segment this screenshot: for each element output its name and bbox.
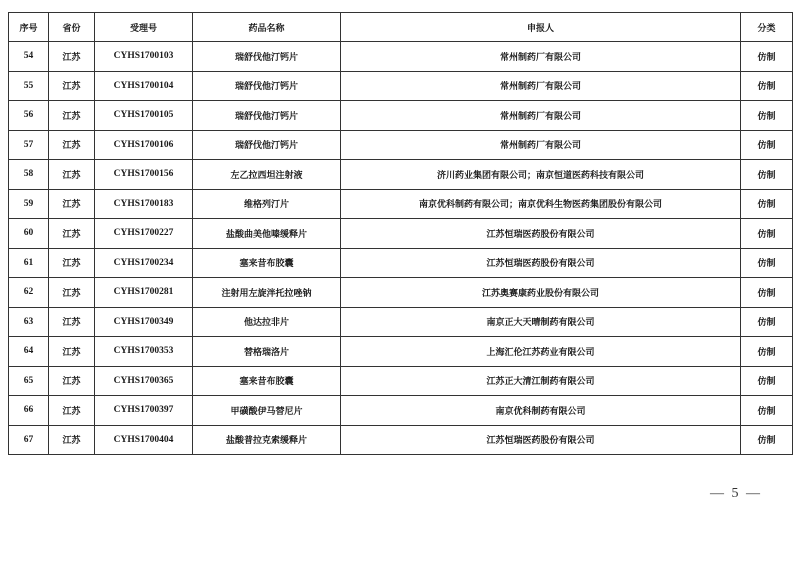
cell-province: 江苏 bbox=[49, 130, 95, 160]
cell-category: 仿制 bbox=[741, 189, 793, 219]
cell-acceptance-no: CYHS1700183 bbox=[95, 189, 193, 219]
cell-acceptance-no: CYHS1700105 bbox=[95, 101, 193, 131]
cell-applicant: 南京优科制药有限公司；南京优科生物医药集团股份有限公司 bbox=[341, 189, 741, 219]
cell-province: 江苏 bbox=[49, 425, 95, 455]
cell-acceptance-no: CYHS1700353 bbox=[95, 337, 193, 367]
cell-category: 仿制 bbox=[741, 101, 793, 131]
cell-category: 仿制 bbox=[741, 425, 793, 455]
header-serial: 序号 bbox=[9, 13, 49, 42]
cell-applicant: 常州制药厂有限公司 bbox=[341, 130, 741, 160]
cell-applicant: 南京正大天晴制药有限公司 bbox=[341, 307, 741, 337]
cell-applicant: 南京优科制药有限公司 bbox=[341, 396, 741, 426]
cell-category: 仿制 bbox=[741, 307, 793, 337]
cell-serial: 67 bbox=[9, 425, 49, 455]
cell-category: 仿制 bbox=[741, 248, 793, 278]
cell-acceptance-no: CYHS1700281 bbox=[95, 278, 193, 308]
header-applicant: 申报人 bbox=[341, 13, 741, 42]
cell-drug-name: 瑞舒伐他汀钙片 bbox=[193, 130, 341, 160]
cell-serial: 60 bbox=[9, 219, 49, 249]
cell-serial: 57 bbox=[9, 130, 49, 160]
table-row bbox=[9, 71, 793, 101]
cell-acceptance-no: CYHS1700349 bbox=[95, 307, 193, 337]
cell-acceptance-no: CYHS1700397 bbox=[95, 396, 193, 426]
cell-applicant: 常州制药厂有限公司 bbox=[341, 42, 741, 72]
table-row bbox=[9, 219, 793, 249]
table-row bbox=[9, 396, 793, 426]
cell-province: 江苏 bbox=[49, 307, 95, 337]
cell-applicant: 江苏奥赛康药业股份有限公司 bbox=[341, 278, 741, 308]
cell-serial: 62 bbox=[9, 278, 49, 308]
cell-serial: 54 bbox=[9, 42, 49, 72]
cell-drug-name: 瑞舒伐他汀钙片 bbox=[193, 42, 341, 72]
table-row bbox=[9, 307, 793, 337]
cell-drug-name: 盐酸曲美他嗪缓释片 bbox=[193, 219, 341, 249]
table-row bbox=[9, 101, 793, 131]
cell-category: 仿制 bbox=[741, 278, 793, 308]
header-acceptance-no: 受理号 bbox=[95, 13, 193, 42]
table-row bbox=[9, 278, 793, 308]
cell-drug-name: 塞来昔布胶囊 bbox=[193, 248, 341, 278]
drug-table bbox=[8, 12, 793, 455]
cell-applicant: 常州制药厂有限公司 bbox=[341, 101, 741, 131]
cell-applicant: 济川药业集团有限公司；南京恒道医药科技有限公司 bbox=[341, 160, 741, 190]
cell-category: 仿制 bbox=[741, 160, 793, 190]
table-row bbox=[9, 425, 793, 455]
cell-applicant: 江苏恒瑞医药股份有限公司 bbox=[341, 248, 741, 278]
cell-drug-name: 左乙拉西坦注射液 bbox=[193, 160, 341, 190]
cell-category: 仿制 bbox=[741, 396, 793, 426]
cell-category: 仿制 bbox=[741, 366, 793, 396]
table-row bbox=[9, 42, 793, 72]
cell-category: 仿制 bbox=[741, 337, 793, 367]
cell-applicant: 常州制药厂有限公司 bbox=[341, 71, 741, 101]
table-row bbox=[9, 337, 793, 367]
cell-acceptance-no: CYHS1700106 bbox=[95, 130, 193, 160]
cell-applicant: 江苏恒瑞医药股份有限公司 bbox=[341, 219, 741, 249]
cell-province: 江苏 bbox=[49, 219, 95, 249]
cell-drug-name: 注射用左旋泮托拉唑钠 bbox=[193, 278, 341, 308]
cell-drug-name: 替格瑞洛片 bbox=[193, 337, 341, 367]
table-body bbox=[9, 42, 793, 455]
cell-serial: 61 bbox=[9, 248, 49, 278]
table-header-row bbox=[9, 13, 793, 42]
cell-serial: 63 bbox=[9, 307, 49, 337]
cell-province: 江苏 bbox=[49, 101, 95, 131]
header-drug-name: 药品名称 bbox=[193, 13, 341, 42]
table-row bbox=[9, 248, 793, 278]
cell-province: 江苏 bbox=[49, 42, 95, 72]
table-row bbox=[9, 189, 793, 219]
cell-province: 江苏 bbox=[49, 189, 95, 219]
cell-drug-name: 维格列汀片 bbox=[193, 189, 341, 219]
page-number: — 5 — bbox=[710, 486, 762, 501]
cell-drug-name: 甲磺酸伊马替尼片 bbox=[193, 396, 341, 426]
table-row bbox=[9, 130, 793, 160]
cell-province: 江苏 bbox=[49, 337, 95, 367]
header-category: 分类 bbox=[741, 13, 793, 42]
cell-acceptance-no: CYHS1700104 bbox=[95, 71, 193, 101]
cell-drug-name: 盐酸普拉克索缓释片 bbox=[193, 425, 341, 455]
cell-acceptance-no: CYHS1700365 bbox=[95, 366, 193, 396]
cell-province: 江苏 bbox=[49, 160, 95, 190]
cell-serial: 58 bbox=[9, 160, 49, 190]
cell-category: 仿制 bbox=[741, 42, 793, 72]
cell-acceptance-no: CYHS1700227 bbox=[95, 219, 193, 249]
cell-applicant: 江苏恒瑞医药股份有限公司 bbox=[341, 425, 741, 455]
drug-table-container bbox=[8, 12, 792, 455]
cell-drug-name: 瑞舒伐他汀钙片 bbox=[193, 101, 341, 131]
cell-drug-name: 瑞舒伐他汀钙片 bbox=[193, 71, 341, 101]
cell-province: 江苏 bbox=[49, 396, 95, 426]
cell-province: 江苏 bbox=[49, 366, 95, 396]
table-row bbox=[9, 366, 793, 396]
cell-serial: 65 bbox=[9, 366, 49, 396]
header-province: 省份 bbox=[49, 13, 95, 42]
cell-category: 仿制 bbox=[741, 219, 793, 249]
cell-drug-name: 塞来昔布胶囊 bbox=[193, 366, 341, 396]
cell-category: 仿制 bbox=[741, 130, 793, 160]
cell-province: 江苏 bbox=[49, 278, 95, 308]
cell-serial: 55 bbox=[9, 71, 49, 101]
cell-province: 江苏 bbox=[49, 71, 95, 101]
cell-acceptance-no: CYHS1700156 bbox=[95, 160, 193, 190]
cell-applicant: 上海汇伦江苏药业有限公司 bbox=[341, 337, 741, 367]
cell-acceptance-no: CYHS1700103 bbox=[95, 42, 193, 72]
cell-serial: 56 bbox=[9, 101, 49, 131]
cell-applicant: 江苏正大清江制药有限公司 bbox=[341, 366, 741, 396]
cell-serial: 66 bbox=[9, 396, 49, 426]
cell-serial: 64 bbox=[9, 337, 49, 367]
cell-category: 仿制 bbox=[741, 71, 793, 101]
table-row bbox=[9, 160, 793, 190]
cell-acceptance-no: CYHS1700404 bbox=[95, 425, 193, 455]
cell-drug-name: 他达拉非片 bbox=[193, 307, 341, 337]
cell-province: 江苏 bbox=[49, 248, 95, 278]
cell-serial: 59 bbox=[9, 189, 49, 219]
cell-acceptance-no: CYHS1700234 bbox=[95, 248, 193, 278]
